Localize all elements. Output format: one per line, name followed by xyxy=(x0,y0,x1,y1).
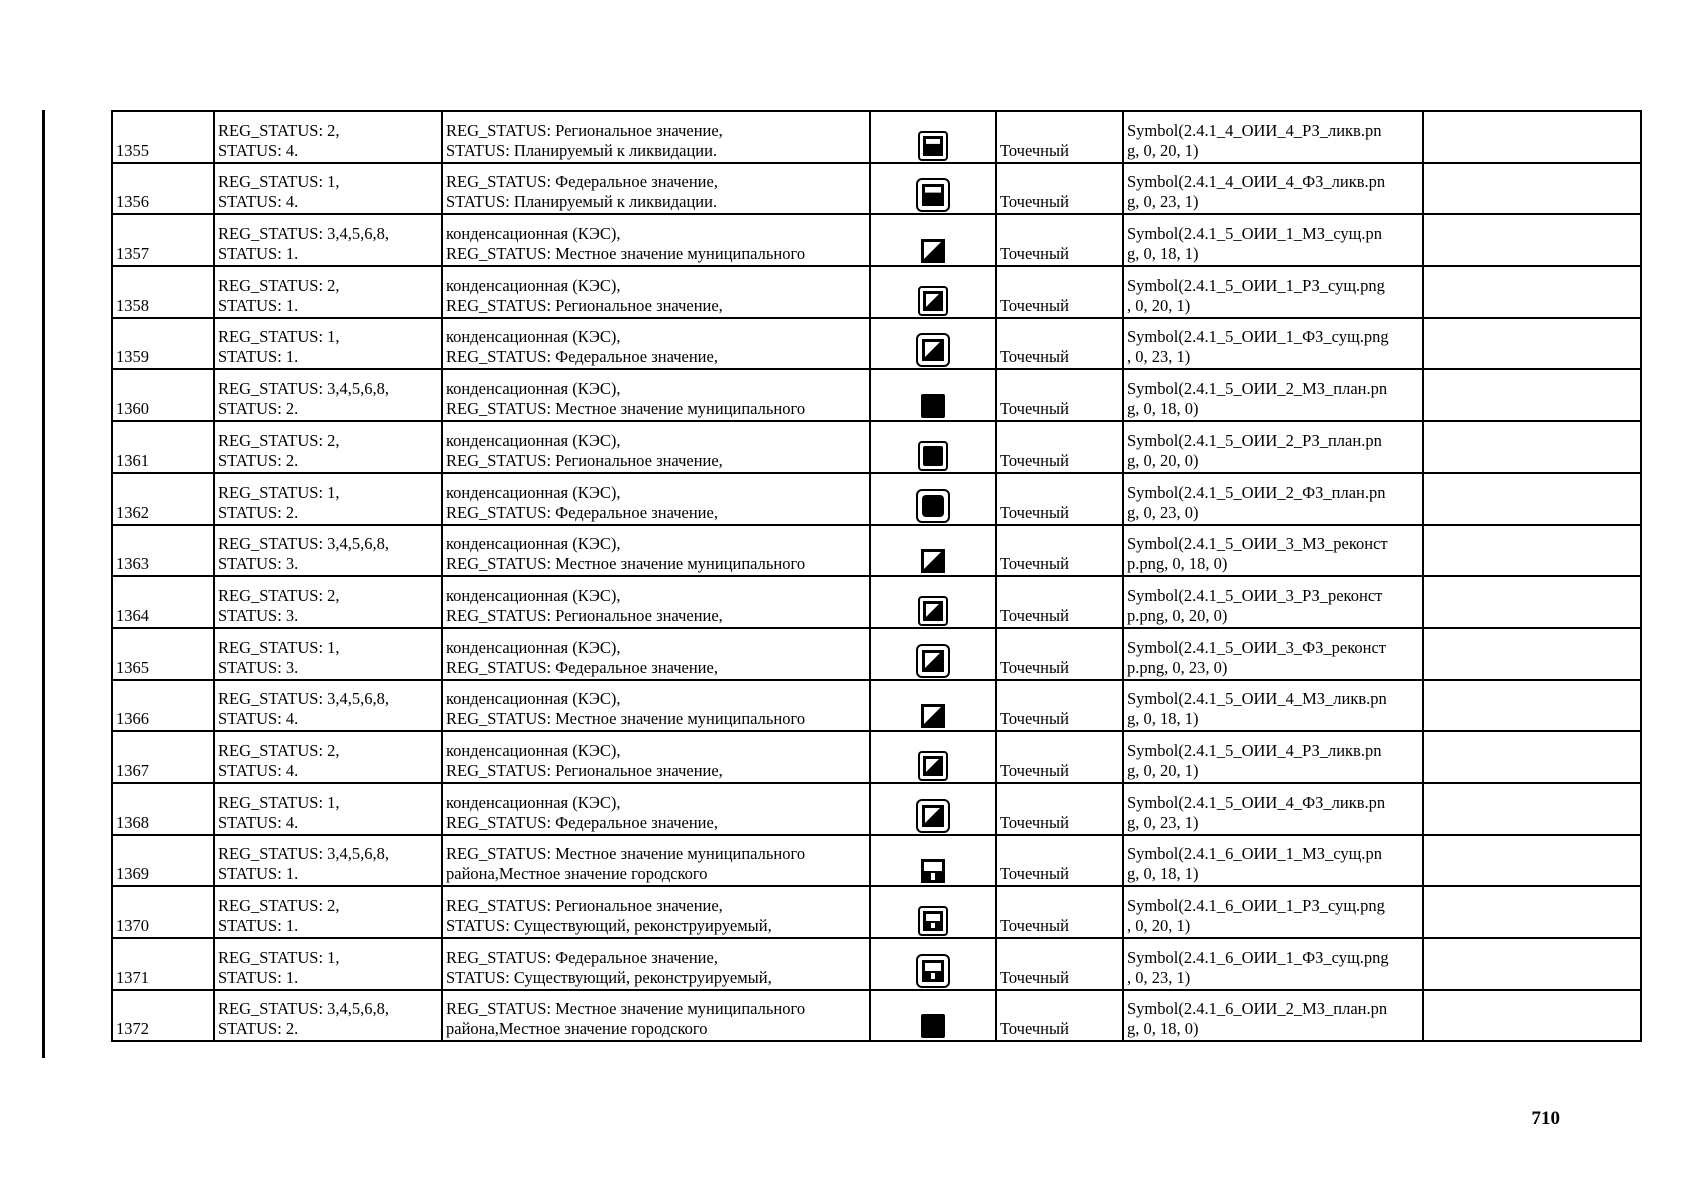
symbol-file-cell-line: р.png, 0, 18, 0) xyxy=(1127,554,1228,574)
reg-status-cell-line: STATUS: 2. xyxy=(218,450,299,470)
reg-status-cell-line: STATUS: 3. xyxy=(218,554,299,574)
solid-regional-planned-icon xyxy=(918,441,948,471)
row-number-cell: 1363 xyxy=(112,525,214,577)
description-cell-line: REG_STATUS: Местное значение муниципального xyxy=(446,999,806,1019)
symbol-file-cell-line: Symbol(2.4.1_5_ОИИ_3_ФЗ_реконст xyxy=(1127,637,1387,657)
symbol-file-cell-line: , 0, 20, 1) xyxy=(1127,295,1191,315)
table-row xyxy=(112,163,1641,215)
symbol-file-cell-line: Symbol(2.4.1_5_ОИИ_1_РЗ_сущ.png xyxy=(1127,275,1385,295)
empty-cell xyxy=(1423,214,1641,266)
symbol-file-cell-line: , 0, 20, 1) xyxy=(1127,916,1191,935)
reg-status-cell-line: REG_STATUS: 1, xyxy=(218,482,340,502)
reg-status-cell-line: REG_STATUS: 3,4,5,6,8, xyxy=(218,224,390,244)
description-cell-line: REG_STATUS: Федеральное значение, xyxy=(446,657,718,677)
symbol-registry-table xyxy=(111,110,1642,1042)
geometry-type-cell: Точечный xyxy=(996,680,1123,732)
description-cell-line: REG_STATUS: Региональное значение, xyxy=(446,120,723,140)
diagonal-local-reconstruction-icon xyxy=(920,548,946,574)
description-cell-line: REG_STATUS: Местное значение муниципального xyxy=(446,709,806,729)
symbol-cell xyxy=(870,731,996,783)
description-cell-line: конденсационная (КЭС), xyxy=(446,689,621,709)
empty-cell xyxy=(1423,525,1641,577)
reg-status-cell xyxy=(214,421,442,473)
description-cell-line: REG_STATUS: Региональное значение, xyxy=(446,605,723,625)
reg-status-cell-line: REG_STATUS: 1, xyxy=(218,327,340,347)
description-cell-line: конденсационная (КЭС), xyxy=(446,637,621,657)
symbol-file-cell-line: , 0, 23, 1) xyxy=(1127,967,1191,987)
reg-status-cell xyxy=(214,731,442,783)
symbol-file-cell xyxy=(1123,369,1423,421)
empty-cell xyxy=(1423,318,1641,370)
symbol-cell xyxy=(870,576,996,628)
symbol-file-cell-line: g, 0, 20, 0) xyxy=(1127,450,1199,470)
reg-status-cell-line: STATUS: 1. xyxy=(218,244,299,264)
symbol-cell xyxy=(870,990,996,1042)
reg-status-cell-line: STATUS: 4. xyxy=(218,192,299,212)
reg-status-cell xyxy=(214,369,442,421)
row-number-cell: 1364 xyxy=(112,576,214,628)
symbol-file-cell xyxy=(1123,525,1423,577)
row-number-cell: 1361 xyxy=(112,421,214,473)
symbol-file-cell-line: g, 0, 18, 1) xyxy=(1127,709,1199,729)
geometry-type-cell: Точечный xyxy=(996,731,1123,783)
reg-status-cell-line: STATUS: 3. xyxy=(218,605,299,625)
reg-status-cell-line: STATUS: 1. xyxy=(218,916,299,935)
flag-federal-liquidation-icon xyxy=(916,178,950,212)
symbol-file-cell-line: Symbol(2.4.1_5_ОИИ_4_МЗ_ликв.pn xyxy=(1127,689,1387,709)
description-cell xyxy=(442,628,870,680)
empty-cell xyxy=(1423,111,1641,163)
description-cell-line: REG_STATUS: Местное значение муниципального xyxy=(446,844,806,864)
row-number-cell: 1355 xyxy=(112,111,214,163)
symbol-file-cell xyxy=(1123,111,1423,163)
row-number-cell: 1366 xyxy=(112,680,214,732)
symbol-file-cell xyxy=(1123,473,1423,525)
description-cell-line: конденсационная (КЭС), xyxy=(446,430,621,450)
table-row xyxy=(112,111,1641,163)
row-number-cell: 1371 xyxy=(112,938,214,990)
geometry-type-cell: Точечный xyxy=(996,938,1123,990)
reg-status-cell-line: REG_STATUS: 2, xyxy=(218,740,340,760)
description-cell-line: STATUS: Существующий, реконструируемый, xyxy=(446,967,772,987)
symbol-cell xyxy=(870,680,996,732)
symbol-file-cell-line: Symbol(2.4.1_5_ОИИ_4_ФЗ_ликв.pn xyxy=(1127,792,1386,812)
geometry-type-cell: Точечный xyxy=(996,525,1123,577)
empty-cell xyxy=(1423,628,1641,680)
table-row xyxy=(112,318,1641,370)
description-cell xyxy=(442,731,870,783)
reg-status-cell xyxy=(214,886,442,938)
reg-status-cell-line: STATUS: 1. xyxy=(218,295,299,315)
reg-status-cell-line: REG_STATUS: 1, xyxy=(218,637,340,657)
geometry-type-cell: Точечный xyxy=(996,835,1123,887)
symbol-file-cell xyxy=(1123,990,1423,1042)
symbol-cell xyxy=(870,163,996,215)
description-cell-line: REG_STATUS: Федеральное значение, xyxy=(446,172,718,192)
reg-status-cell xyxy=(214,990,442,1042)
reg-status-cell-line: REG_STATUS: 2, xyxy=(218,896,340,915)
symbol-file-cell-line: р.png, 0, 20, 0) xyxy=(1127,605,1228,625)
reg-status-cell xyxy=(214,628,442,680)
symbol-file-cell-line: g, 0, 18, 0) xyxy=(1127,1019,1199,1039)
description-cell-line: конденсационная (КЭС), xyxy=(446,275,621,295)
reg-status-cell xyxy=(214,525,442,577)
description-cell-line: REG_STATUS: Местное значение муниципального xyxy=(446,554,806,574)
table-row xyxy=(112,990,1641,1042)
reg-status-cell-line: REG_STATUS: 3,4,5,6,8, xyxy=(218,379,390,399)
reg-status-cell xyxy=(214,680,442,732)
reg-status-cell xyxy=(214,318,442,370)
reg-status-cell-line: REG_STATUS: 2, xyxy=(218,275,340,295)
description-cell xyxy=(442,938,870,990)
reg-status-cell-line: STATUS: 3. xyxy=(218,657,299,677)
reg-status-cell-line: STATUS: 1. xyxy=(218,967,299,987)
geometry-type-cell: Точечный xyxy=(996,886,1123,938)
symbol-cell xyxy=(870,938,996,990)
empty-cell xyxy=(1423,835,1641,887)
diagonal-federal-existing-icon xyxy=(916,333,950,367)
reg-status-cell-line: STATUS: 4. xyxy=(218,812,299,832)
symbol-file-cell xyxy=(1123,421,1423,473)
empty-cell xyxy=(1423,473,1641,525)
symbol-cell xyxy=(870,421,996,473)
row-number-cell: 1370 xyxy=(112,886,214,938)
symbol-file-cell-line: Symbol(2.4.1_5_ОИИ_2_ФЗ_план.pn xyxy=(1127,482,1386,502)
table-body xyxy=(112,111,1641,1041)
symbol-file-cell xyxy=(1123,318,1423,370)
empty-cell xyxy=(1423,783,1641,835)
description-cell xyxy=(442,163,870,215)
reg-status-cell xyxy=(214,783,442,835)
table-row xyxy=(112,886,1641,938)
reg-status-cell-line: STATUS: 2. xyxy=(218,502,299,522)
notch-federal-existing-icon xyxy=(916,954,950,988)
reg-status-cell-line: REG_STATUS: 1, xyxy=(218,792,340,812)
description-cell-line: конденсационная (КЭС), xyxy=(446,740,621,760)
symbol-file-cell xyxy=(1123,783,1423,835)
reg-status-cell-line: REG_STATUS: 3,4,5,6,8, xyxy=(218,689,390,709)
symbol-cell xyxy=(870,369,996,421)
description-cell-line: REG_STATUS: Региональное значение, xyxy=(446,295,723,315)
symbol-cell xyxy=(870,886,996,938)
description-cell-line: конденсационная (КЭС), xyxy=(446,327,621,347)
diagonal-regional-existing-icon xyxy=(918,286,948,316)
geometry-type-cell: Точечный xyxy=(996,266,1123,318)
symbol-file-cell xyxy=(1123,835,1423,887)
table-row xyxy=(112,731,1641,783)
row-number-cell: 1362 xyxy=(112,473,214,525)
symbol-file-cell-line: Symbol(2.4.1_5_ОИИ_1_МЗ_сущ.pn xyxy=(1127,224,1382,244)
reg-status-cell xyxy=(214,163,442,215)
reg-status-cell-line: STATUS: 1. xyxy=(218,864,299,884)
symbol-file-cell xyxy=(1123,938,1423,990)
symbol-file-cell xyxy=(1123,214,1423,266)
symbol-file-cell-line: р.png, 0, 23, 0) xyxy=(1127,657,1228,677)
reg-status-cell-line: STATUS: 4. xyxy=(218,709,299,729)
empty-cell xyxy=(1423,369,1641,421)
empty-cell xyxy=(1423,731,1641,783)
row-number-cell: 1358 xyxy=(112,266,214,318)
symbol-cell xyxy=(870,473,996,525)
row-number-cell: 1365 xyxy=(112,628,214,680)
symbol-cell xyxy=(870,266,996,318)
symbol-file-cell-line: Symbol(2.4.1_5_ОИИ_3_РЗ_реконст xyxy=(1127,585,1383,605)
notch-regional-existing-icon xyxy=(918,906,948,936)
empty-cell xyxy=(1423,163,1641,215)
description-cell xyxy=(442,783,870,835)
diagonal-federal-reconstruction-icon xyxy=(916,644,950,678)
reg-status-cell xyxy=(214,938,442,990)
reg-status-cell-line: STATUS: 4. xyxy=(218,760,299,780)
page-number: 710 xyxy=(1531,1108,1560,1129)
reg-status-cell xyxy=(214,576,442,628)
description-cell-line: REG_STATUS: Местное значение муниципального xyxy=(446,399,806,419)
reg-status-cell-line: REG_STATUS: 1, xyxy=(218,172,340,192)
reg-status-cell xyxy=(214,266,442,318)
reg-status-cell-line: REG_STATUS: 2, xyxy=(218,120,340,140)
reg-status-cell xyxy=(214,835,442,887)
description-cell-line: района,Местное значение городского xyxy=(446,1019,708,1039)
symbol-cell xyxy=(870,525,996,577)
description-cell xyxy=(442,111,870,163)
table-row xyxy=(112,421,1641,473)
description-cell xyxy=(442,680,870,732)
table-row xyxy=(112,835,1641,887)
symbol-cell xyxy=(870,783,996,835)
reg-status-cell xyxy=(214,111,442,163)
symbol-file-cell xyxy=(1123,680,1423,732)
description-cell-line: конденсационная (КЭС), xyxy=(446,482,621,502)
symbol-file-cell-line: Symbol(2.4.1_5_ОИИ_2_РЗ_план.pn xyxy=(1127,430,1382,450)
description-cell-line: конденсационная (КЭС), xyxy=(446,792,621,812)
geometry-type-cell: Точечный xyxy=(996,473,1123,525)
table-row xyxy=(112,938,1641,990)
description-cell xyxy=(442,214,870,266)
description-cell-line: STATUS: Существующий, реконструируемый, xyxy=(446,916,772,935)
description-cell-line: конденсационная (КЭС), xyxy=(446,379,621,399)
solid-local-planned-icon xyxy=(920,1013,946,1039)
symbol-file-cell-line: Symbol(2.4.1_5_ОИИ_2_МЗ_план.pn xyxy=(1127,379,1388,399)
reg-status-cell-line: REG_STATUS: 3,4,5,6,8, xyxy=(218,844,390,864)
geometry-type-cell: Точечный xyxy=(996,628,1123,680)
reg-status-cell-line: REG_STATUS: 2, xyxy=(218,585,340,605)
empty-cell xyxy=(1423,576,1641,628)
symbol-file-cell-line: Symbol(2.4.1_6_ОИИ_1_МЗ_сущ.pn xyxy=(1127,844,1382,864)
description-cell xyxy=(442,886,870,938)
row-number-cell: 1367 xyxy=(112,731,214,783)
table-row xyxy=(112,214,1641,266)
reg-status-cell-line: STATUS: 1. xyxy=(218,347,299,367)
geometry-type-cell: Точечный xyxy=(996,990,1123,1042)
row-number-cell: 1356 xyxy=(112,163,214,215)
solid-local-planned-icon xyxy=(920,393,946,419)
description-cell-line: конденсационная (КЭС), xyxy=(446,585,621,605)
reg-status-cell-line: STATUS: 2. xyxy=(218,1019,299,1039)
row-number-cell: 1369 xyxy=(112,835,214,887)
left-margin-rule xyxy=(42,110,45,1058)
reg-status-cell-line: REG_STATUS: 3,4,5,6,8, xyxy=(218,534,390,554)
reg-status-cell-line: REG_STATUS: 2, xyxy=(218,430,340,450)
symbol-file-cell-line: g, 0, 18, 1) xyxy=(1127,244,1199,264)
description-cell-line: REG_STATUS: Региональное значение, xyxy=(446,760,723,780)
description-cell-line: конденсационная (КЭС), xyxy=(446,224,621,244)
symbol-cell xyxy=(870,835,996,887)
symbol-file-cell-line: Symbol(2.4.1_6_ОИИ_2_МЗ_план.pn xyxy=(1127,999,1388,1019)
diagonal-local-liquidation-icon xyxy=(920,703,946,729)
description-cell-line: REG_STATUS: Местное значение муниципального xyxy=(446,244,806,264)
symbol-cell xyxy=(870,214,996,266)
geometry-type-cell: Точечный xyxy=(996,318,1123,370)
description-cell xyxy=(442,421,870,473)
row-number-cell: 1368 xyxy=(112,783,214,835)
description-cell xyxy=(442,576,870,628)
reg-status-cell xyxy=(214,473,442,525)
reg-status-cell xyxy=(214,214,442,266)
description-cell-line: REG_STATUS: Федеральное значение, xyxy=(446,947,718,967)
table-row xyxy=(112,576,1641,628)
diagonal-regional-liquidation-icon xyxy=(918,751,948,781)
symbol-file-cell-line: , 0, 23, 1) xyxy=(1127,347,1191,367)
row-number-cell: 1360 xyxy=(112,369,214,421)
reg-status-cell-line: REG_STATUS: 3,4,5,6,8, xyxy=(218,999,390,1019)
symbol-cell xyxy=(870,628,996,680)
table-row xyxy=(112,628,1641,680)
symbol-cell xyxy=(870,111,996,163)
empty-cell xyxy=(1423,938,1641,990)
diagonal-local-existing-icon xyxy=(920,238,946,264)
description-cell-line: района,Местное значение городского xyxy=(446,864,708,884)
table-row xyxy=(112,783,1641,835)
reg-status-cell-line: STATUS: 4. xyxy=(218,140,299,160)
empty-cell xyxy=(1423,990,1641,1042)
description-cell xyxy=(442,525,870,577)
symbol-file-cell-line: g, 0, 23, 1) xyxy=(1127,812,1199,832)
symbol-file-cell xyxy=(1123,731,1423,783)
solid-federal-planned-icon xyxy=(916,489,950,523)
table-row xyxy=(112,369,1641,421)
description-cell xyxy=(442,835,870,887)
description-cell xyxy=(442,318,870,370)
symbol-file-cell xyxy=(1123,576,1423,628)
description-cell xyxy=(442,990,870,1042)
symbol-file-cell-line: g, 0, 18, 1) xyxy=(1127,864,1199,884)
symbol-file-cell-line: g, 0, 23, 0) xyxy=(1127,502,1199,522)
symbol-file-cell xyxy=(1123,266,1423,318)
symbol-file-cell-line: Symbol(2.4.1_6_ОИИ_1_РЗ_сущ.png xyxy=(1127,896,1385,915)
empty-cell xyxy=(1423,421,1641,473)
table-row xyxy=(112,473,1641,525)
reg-status-cell-line: STATUS: 2. xyxy=(218,399,299,419)
flag-regional-liquidation-icon xyxy=(918,131,948,161)
symbol-file-cell-line: g, 0, 23, 1) xyxy=(1127,192,1199,212)
table-row xyxy=(112,680,1641,732)
geometry-type-cell: Точечный xyxy=(996,783,1123,835)
description-cell xyxy=(442,266,870,318)
symbol-file-cell-line: g, 0, 20, 1) xyxy=(1127,760,1199,780)
symbol-file-cell-line: Symbol(2.4.1_5_ОИИ_1_ФЗ_сущ.png xyxy=(1127,327,1389,347)
geometry-type-cell: Точечный xyxy=(996,111,1123,163)
empty-cell xyxy=(1423,266,1641,318)
empty-cell xyxy=(1423,886,1641,938)
symbol-file-cell-line: Symbol(2.4.1_5_ОИИ_3_МЗ_реконст xyxy=(1127,534,1388,554)
symbol-file-cell-line: Symbol(2.4.1_4_ОИИ_4_РЗ_ликв.pn xyxy=(1127,120,1382,140)
symbol-file-cell-line: g, 0, 18, 0) xyxy=(1127,399,1199,419)
table-row xyxy=(112,266,1641,318)
description-cell-line: REG_STATUS: Региональное значение, xyxy=(446,896,723,915)
symbol-file-cell-line: g, 0, 20, 1) xyxy=(1127,140,1199,160)
description-cell xyxy=(442,473,870,525)
symbol-cell xyxy=(870,318,996,370)
symbol-file-cell xyxy=(1123,163,1423,215)
symbol-file-cell-line: Symbol(2.4.1_4_ОИИ_4_ФЗ_ликв.pn xyxy=(1127,172,1386,192)
symbol-file-cell-line: Symbol(2.4.1_5_ОИИ_4_РЗ_ликв.pn xyxy=(1127,740,1382,760)
description-cell-line: REG_STATUS: Региональное значение, xyxy=(446,450,723,470)
description-cell-line: REG_STATUS: Федеральное значение, xyxy=(446,502,718,522)
row-number-cell: 1357 xyxy=(112,214,214,266)
geometry-type-cell: Точечный xyxy=(996,421,1123,473)
geometry-type-cell: Точечный xyxy=(996,163,1123,215)
row-number-cell: 1359 xyxy=(112,318,214,370)
empty-cell xyxy=(1423,680,1641,732)
symbol-file-cell xyxy=(1123,628,1423,680)
row-number-cell: 1372 xyxy=(112,990,214,1042)
geometry-type-cell: Точечный xyxy=(996,369,1123,421)
symbol-file-cell-line: Symbol(2.4.1_6_ОИИ_1_ФЗ_сущ.png xyxy=(1127,947,1389,967)
description-cell-line: REG_STATUS: Федеральное значение, xyxy=(446,347,718,367)
description-cell-line: STATUS: Планируемый к ликвидации. xyxy=(446,192,718,212)
symbol-file-cell xyxy=(1123,886,1423,938)
description-cell xyxy=(442,369,870,421)
geometry-type-cell: Точечный xyxy=(996,576,1123,628)
diagonal-regional-reconstruction-icon xyxy=(918,596,948,626)
description-cell-line: конденсационная (КЭС), xyxy=(446,534,621,554)
description-cell-line: REG_STATUS: Федеральное значение, xyxy=(446,812,718,832)
reg-status-cell-line: REG_STATUS: 1, xyxy=(218,947,340,967)
table-row xyxy=(112,525,1641,577)
diagonal-federal-liquidation-icon xyxy=(916,799,950,833)
description-cell-line: STATUS: Планируемый к ликвидации. xyxy=(446,140,718,160)
geometry-type-cell: Точечный xyxy=(996,214,1123,266)
notch-local-existing-icon xyxy=(920,858,946,884)
